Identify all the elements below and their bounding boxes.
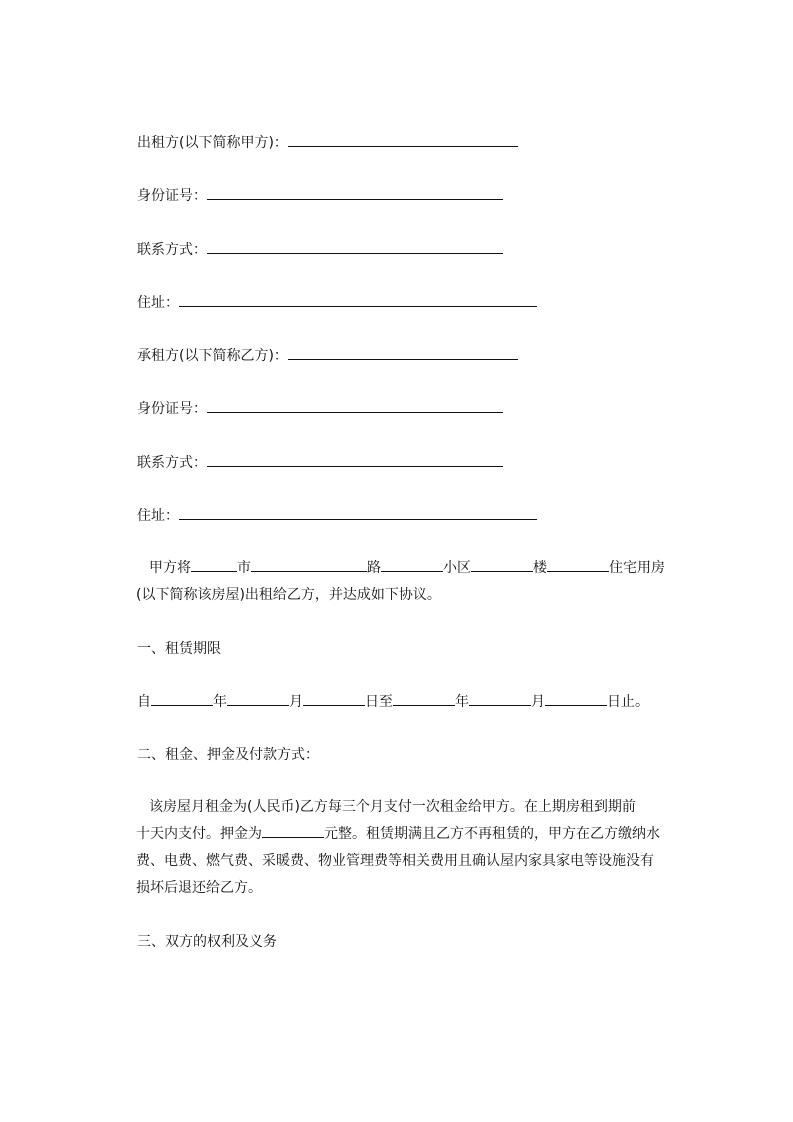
rent-line-3 — [136, 851, 654, 871]
lessor-blank[interactable] — [288, 134, 518, 147]
community-blank[interactable] — [381, 559, 443, 572]
end-month-blank[interactable] — [469, 693, 531, 706]
road-blank[interactable] — [251, 559, 367, 572]
lessee-address-label: 住址： — [137, 508, 179, 524]
lessee-field — [137, 346, 518, 366]
lessee-contact-field — [137, 453, 503, 473]
city-blank[interactable] — [191, 559, 237, 572]
lessor-address-field — [137, 293, 537, 313]
rent-line-4 — [136, 878, 262, 898]
rent-text-1: 该房屋月租金为(人民币)乙方每三个月支付一次租金给甲方。在上期房租到期前 — [149, 799, 636, 815]
lessor-address-label: 住址： — [137, 295, 179, 311]
lessee-address-blank[interactable] — [179, 507, 537, 520]
section-2-heading — [137, 745, 319, 765]
lessee-contact-blank[interactable] — [207, 454, 503, 467]
intro-text-1: 甲方将 — [149, 560, 191, 576]
lessee-blank[interactable] — [288, 347, 518, 360]
start-month-blank[interactable] — [227, 693, 289, 706]
lessee-contact-label: 联系方式： — [137, 455, 207, 471]
lessor-id-field — [137, 186, 503, 206]
lessor-contact-field — [137, 240, 503, 260]
lessor-id-label: 身份证号： — [137, 188, 207, 204]
unit-blank[interactable] — [547, 559, 609, 572]
lessee-id-blank[interactable] — [207, 400, 503, 413]
term-year-2: 年 — [455, 694, 469, 710]
intro-text-5: 楼 — [533, 560, 547, 576]
rent-line-1 — [149, 797, 636, 817]
intro-text-7: (以下简称该房屋)出租给乙方，并达成如下协议。 — [136, 587, 441, 603]
section-2-heading-text: 二、租金、押金及付款方式： — [137, 747, 319, 763]
end-day-blank[interactable] — [545, 693, 607, 706]
deposit-blank[interactable] — [262, 825, 324, 838]
section-1-heading-text: 一、租赁期限 — [137, 641, 221, 657]
section-3-heading-text: 三、双方的权利及义务 — [137, 934, 277, 950]
lessor-contact-blank[interactable] — [207, 241, 503, 254]
lessee-address-field — [137, 506, 537, 526]
intro-text-4: 小区 — [443, 560, 471, 576]
intro-line-2 — [136, 585, 441, 605]
term-from: 自 — [137, 694, 151, 710]
term-end: 日止。 — [607, 694, 649, 710]
lessee-id-label: 身份证号： — [137, 401, 207, 417]
rent-text-2a: 十天内支付。押金为 — [136, 826, 262, 842]
rent-line-2 — [136, 824, 660, 844]
rent-text-4: 损坏后退还给乙方。 — [136, 880, 262, 896]
start-day-blank[interactable] — [303, 693, 365, 706]
section-1-heading — [137, 639, 221, 659]
term-month-2: 月 — [531, 694, 545, 710]
intro-line-1 — [149, 558, 665, 578]
lessor-label: 出租方(以下简称甲方)： — [137, 135, 288, 151]
start-year-blank[interactable] — [151, 693, 213, 706]
term-year-1: 年 — [213, 694, 227, 710]
lessor-field — [137, 133, 518, 153]
lessee-id-field — [137, 399, 503, 419]
rent-text-2b: 元整。租赁期满且乙方不再租赁的，甲方在乙方缴纳水 — [324, 826, 660, 842]
intro-text-6: 住宅用房 — [609, 560, 665, 576]
section-3-heading — [137, 932, 277, 952]
lessor-id-blank[interactable] — [207, 187, 503, 200]
term-month-1: 月 — [289, 694, 303, 710]
end-year-blank[interactable] — [393, 693, 455, 706]
term-day-to: 日至 — [365, 694, 393, 710]
building-blank[interactable] — [471, 559, 533, 572]
lessee-label: 承租方(以下简称乙方)： — [137, 348, 288, 364]
lessor-address-blank[interactable] — [179, 294, 537, 307]
rent-text-3: 费、电费、燃气费、采暖费、物业管理费等相关费用且确认屋内家具家电等设施没有 — [136, 853, 654, 869]
lease-term-line — [137, 692, 649, 712]
lessor-contact-label: 联系方式： — [137, 242, 207, 258]
intro-text-3: 路 — [367, 560, 381, 576]
intro-text-2: 市 — [237, 560, 251, 576]
